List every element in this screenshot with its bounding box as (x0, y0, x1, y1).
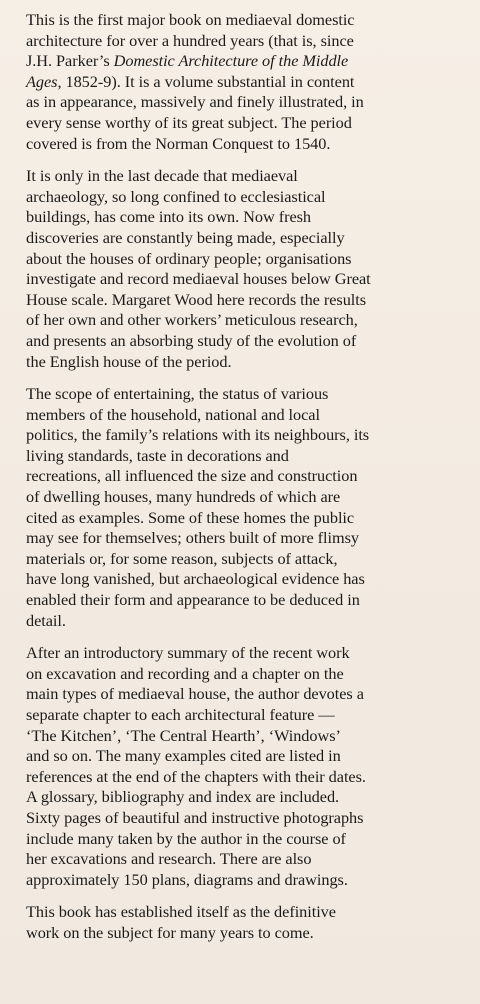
text-line (26, 923, 466, 944)
text-line (26, 331, 466, 352)
text-run: ‘The Kitchen’, ‘The Central Hearth’, ‘Windows’ (26, 725, 341, 745)
text-line (26, 549, 466, 570)
paragraph-4 (26, 643, 466, 890)
text-run: the English house of the period. (26, 351, 232, 371)
text-line (26, 590, 466, 611)
text-run: every sense worthy of its great subject. The period (26, 112, 352, 132)
text-line (26, 870, 466, 891)
text-line (26, 569, 466, 590)
italic-title-text: Ages (26, 71, 58, 91)
text-run: archaeology, so long confined to ecclesiastical (26, 186, 326, 206)
text-run: J.H. Parker’s (26, 51, 114, 71)
paragraph-1 (26, 10, 466, 154)
text-line (26, 269, 466, 290)
text-line (26, 187, 466, 208)
text-run: The scope of entertaining, the status of various (26, 384, 329, 404)
text-run: A glossary, bibliography and index are included. (26, 787, 340, 807)
text-line (26, 767, 466, 788)
paragraph-3 (26, 384, 466, 631)
text-line (26, 664, 466, 685)
text-run: about the houses of ordinary people; organisations (26, 248, 352, 268)
text-run: references at the end of the chapters with their dates. (26, 766, 366, 786)
text-run: , 1852-9). It is a volume substantial in content (57, 71, 355, 91)
text-run: may see for themselves; others built of more flimsy (26, 528, 359, 548)
text-line (26, 829, 466, 850)
text-run: separate chapter to each architectural feature — (26, 705, 335, 724)
text-line (26, 508, 466, 529)
text-line (26, 207, 466, 228)
text-line (26, 487, 466, 508)
text-run: covered is from the Norman Conquest to 1540. (26, 133, 331, 153)
text-line (26, 643, 466, 664)
text-line (26, 352, 466, 373)
text-run: approximately 150 plans, diagrams and drawings. (26, 869, 348, 889)
text-line (26, 466, 466, 487)
text-line (26, 166, 466, 187)
text-line (26, 384, 466, 405)
text-run: politics, the family’s relations with its neighbours, its (26, 425, 370, 445)
text-line (26, 902, 466, 923)
text-run: of dwelling houses, many hundreds of which are (26, 487, 341, 507)
text-run: This book has established itself as the definitive (26, 902, 336, 922)
text-run: recreations, all influenced the size and construction (26, 466, 358, 486)
text-run: materials or, for some reason, subjects of attack, (26, 548, 338, 568)
text-line (26, 31, 466, 52)
text-line (26, 92, 466, 113)
text-run: architecture for over a hundred years (that is, since (26, 30, 354, 50)
text-line (26, 611, 466, 632)
text-run: main types of mediaeval house, the author devotes a (26, 684, 364, 704)
text-run: discoveries are constantly being made, especially (26, 227, 345, 247)
paragraph-5 (26, 902, 466, 943)
text-line (26, 405, 466, 426)
text-line (26, 849, 466, 870)
book-description (26, 10, 466, 944)
text-run: living standards, taste in decorations and (26, 445, 289, 465)
text-run: This is the first major book on mediaeval domestic (26, 10, 355, 29)
text-line (26, 808, 466, 829)
text-line (26, 528, 466, 549)
text-run: It is only in the last decade that mediaeval (26, 166, 298, 186)
text-line (26, 249, 466, 270)
text-line (26, 290, 466, 311)
text-line (26, 310, 466, 331)
text-run: cited as examples. Some of these homes the public (26, 507, 355, 527)
text-line (26, 228, 466, 249)
text-line (26, 51, 466, 72)
text-line (26, 113, 466, 134)
text-line (26, 446, 466, 467)
text-run: After an introductory summary of the recent work (26, 643, 350, 663)
text-run: work on the subject for many years to come. (26, 922, 314, 942)
text-run: members of the household, national and local (26, 404, 320, 424)
text-line (26, 134, 466, 155)
italic-title-text: Domestic Architecture of the Middle (113, 51, 349, 71)
text-line (26, 72, 466, 93)
text-run: House scale. Margaret Wood here records the results (26, 289, 367, 309)
text-line (26, 726, 466, 747)
text-run: have long vanished, but archaeological evidence has (26, 569, 365, 589)
text-run: investigate and record mediaeval houses below Great (26, 269, 371, 289)
text-line (26, 684, 466, 705)
text-line (26, 10, 466, 31)
text-line (26, 425, 466, 446)
text-run: and presents an absorbing study of the evolution of (26, 330, 357, 350)
paragraph-2 (26, 166, 466, 372)
text-line (26, 705, 466, 726)
text-line (26, 746, 466, 767)
text-run: as in appearance, massively and finely illustrated, in (26, 92, 364, 112)
text-run: buildings, has come into its own. Now fresh (26, 207, 312, 227)
text-run: include many taken by the author in the course of (26, 828, 346, 848)
text-run: on excavation and recording and a chapter on the (26, 663, 344, 683)
text-run: detail. (26, 610, 66, 630)
text-run: Sixty pages of beautiful and instructive photographs (26, 807, 364, 827)
text-line (26, 787, 466, 808)
text-run: enabled their form and appearance to be deduced in (26, 590, 360, 610)
text-run: her excavations and research. There are also (26, 849, 312, 869)
text-run: and so on. The many examples cited are listed in (26, 746, 341, 766)
text-run: of her own and other workers’ meticulous research, (26, 310, 358, 330)
